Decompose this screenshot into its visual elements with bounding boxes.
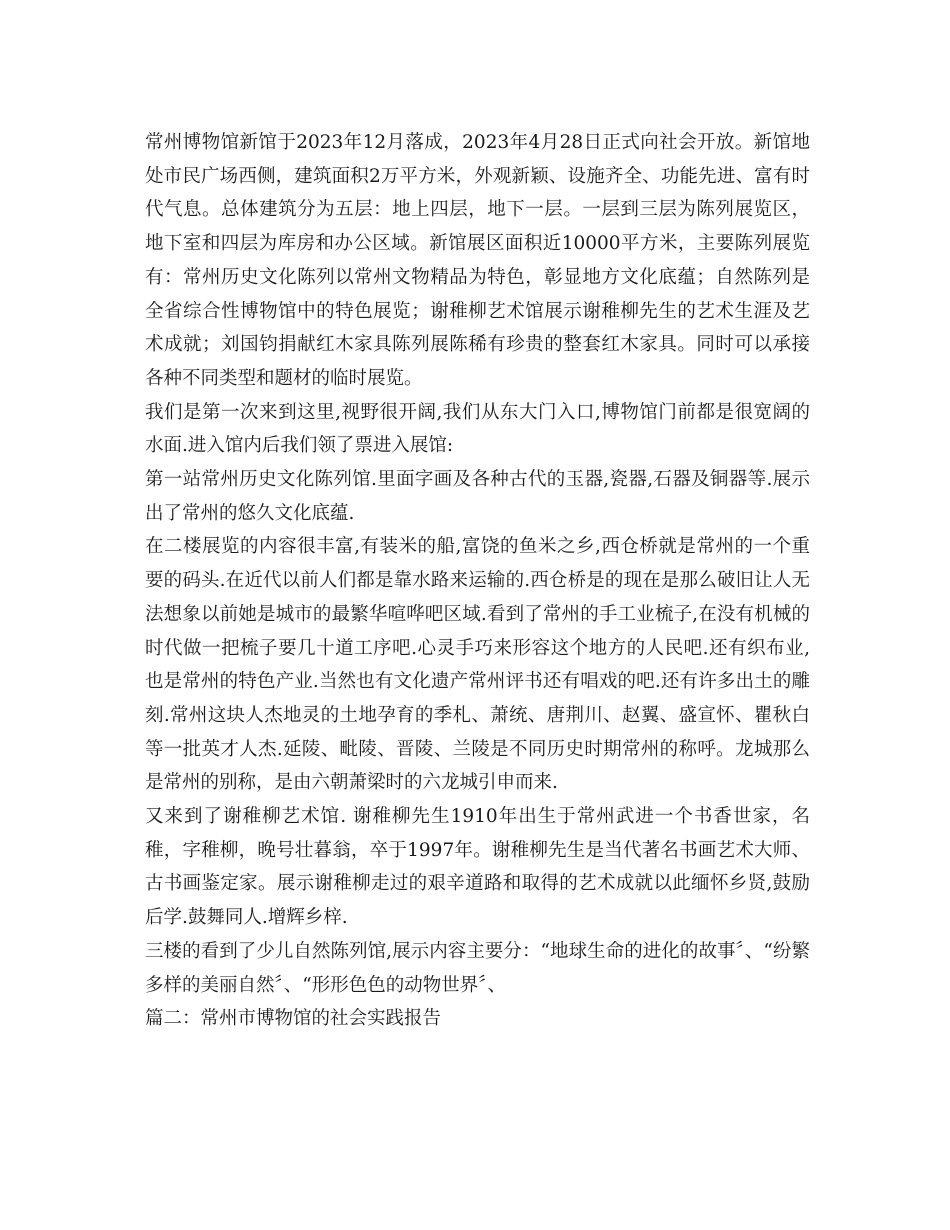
paragraph-arrival: 我们是第一次来到这里,视野很开阔,我们从东大门入口,博物馆门前都是很宽阔的水面.进入馆内后我们领了票进入展馆: bbox=[145, 401, 810, 457]
paragraph-xie-zhiliu: 又来到了谢稚柳艺术馆. 谢稚柳先生1910年出生于常州武进一个书香世家，名稚，字稚柳，晚号壮暮翁，卒于1997年。谢稚柳先生是当代著名书画艺术大师、古书画鉴定家。展示谢稚柳走过的艰辛道路和取得的艺术成就以此缅怀乡贤,鼓励后学.鼓舞同人.增辉乡梓. bbox=[145, 806, 810, 929]
paragraph-third-floor: 三楼的看到了少儿自然陈列馆,展示内容主要分：“地球生命的进化的故事〞、“纷繁多样的美丽自然〞、“形形色色的动物世界〞、 bbox=[145, 940, 810, 996]
document-body bbox=[145, 126, 810, 1036]
paragraph-intro: 常州博物馆新馆于2023年12月落成，2023年4月28日正式向社会开放。新馆地处市民广场西侧，建筑面积2万平方米，外观新颖、设施齐全、功能先进、富有时代气息。总体建筑分为五层：地上四层，地下一层。一层到三层为陈列展览区，地下室和四层为库房和办公区域。新馆展区面积近10000平方米，主要陈列展览有：常州历史文化陈列以常州文物精品为特色，彰显地方文化底蕴；自然陈列是全省综合性博物馆中的特色展览；谢稚柳艺术馆展示谢稚柳先生的艺术生涯及艺术成就；刘国钧捐献红木家具陈列展陈稀有珍贵的整套红木家具。同时可以承接各种不同类型和题材的临时展览。 bbox=[145, 132, 810, 389]
paragraph-second-floor: 在二楼展览的内容很丰富,有装米的船,富饶的鱼米之乡,西仓桥就是常州的一个重要的码头.在近代以前人们都是靠水路来运输的.西仓桥是的现在是那么破旧让人无法想象以前她是城市的最繁华喧哗吧区域.看到了常州的手工业梳子,在没有机械的时代做一把梳子要几十道工序吧.心灵手巧来形容这个地方的人民吧.还有织布业,也是常州的特色产业.当然也有文化遗产常州评书还有唱戏的吧.还有许多出土的雕刻.常州这块人杰地灵的土地孕育的季札、萧统、唐荆川、赵翼、盛宣怀、瞿秋白等一批英才人杰.延陵、毗陵、晋陵、兰陵是不同历史时期常州的称呼。龙城那么是常州的别称，是由六朝萧梁时的六龙城引申而来. bbox=[145, 536, 810, 794]
section-heading: 篇二：常州市博物馆的社会实践报告 bbox=[145, 1008, 442, 1030]
paragraph-first-stop: 第一站常州历史文化陈列馆.里面字画及各种古代的玉器,瓷器,石器及铜器等.展示出了常州的悠久文化底蕴. bbox=[145, 469, 810, 524]
